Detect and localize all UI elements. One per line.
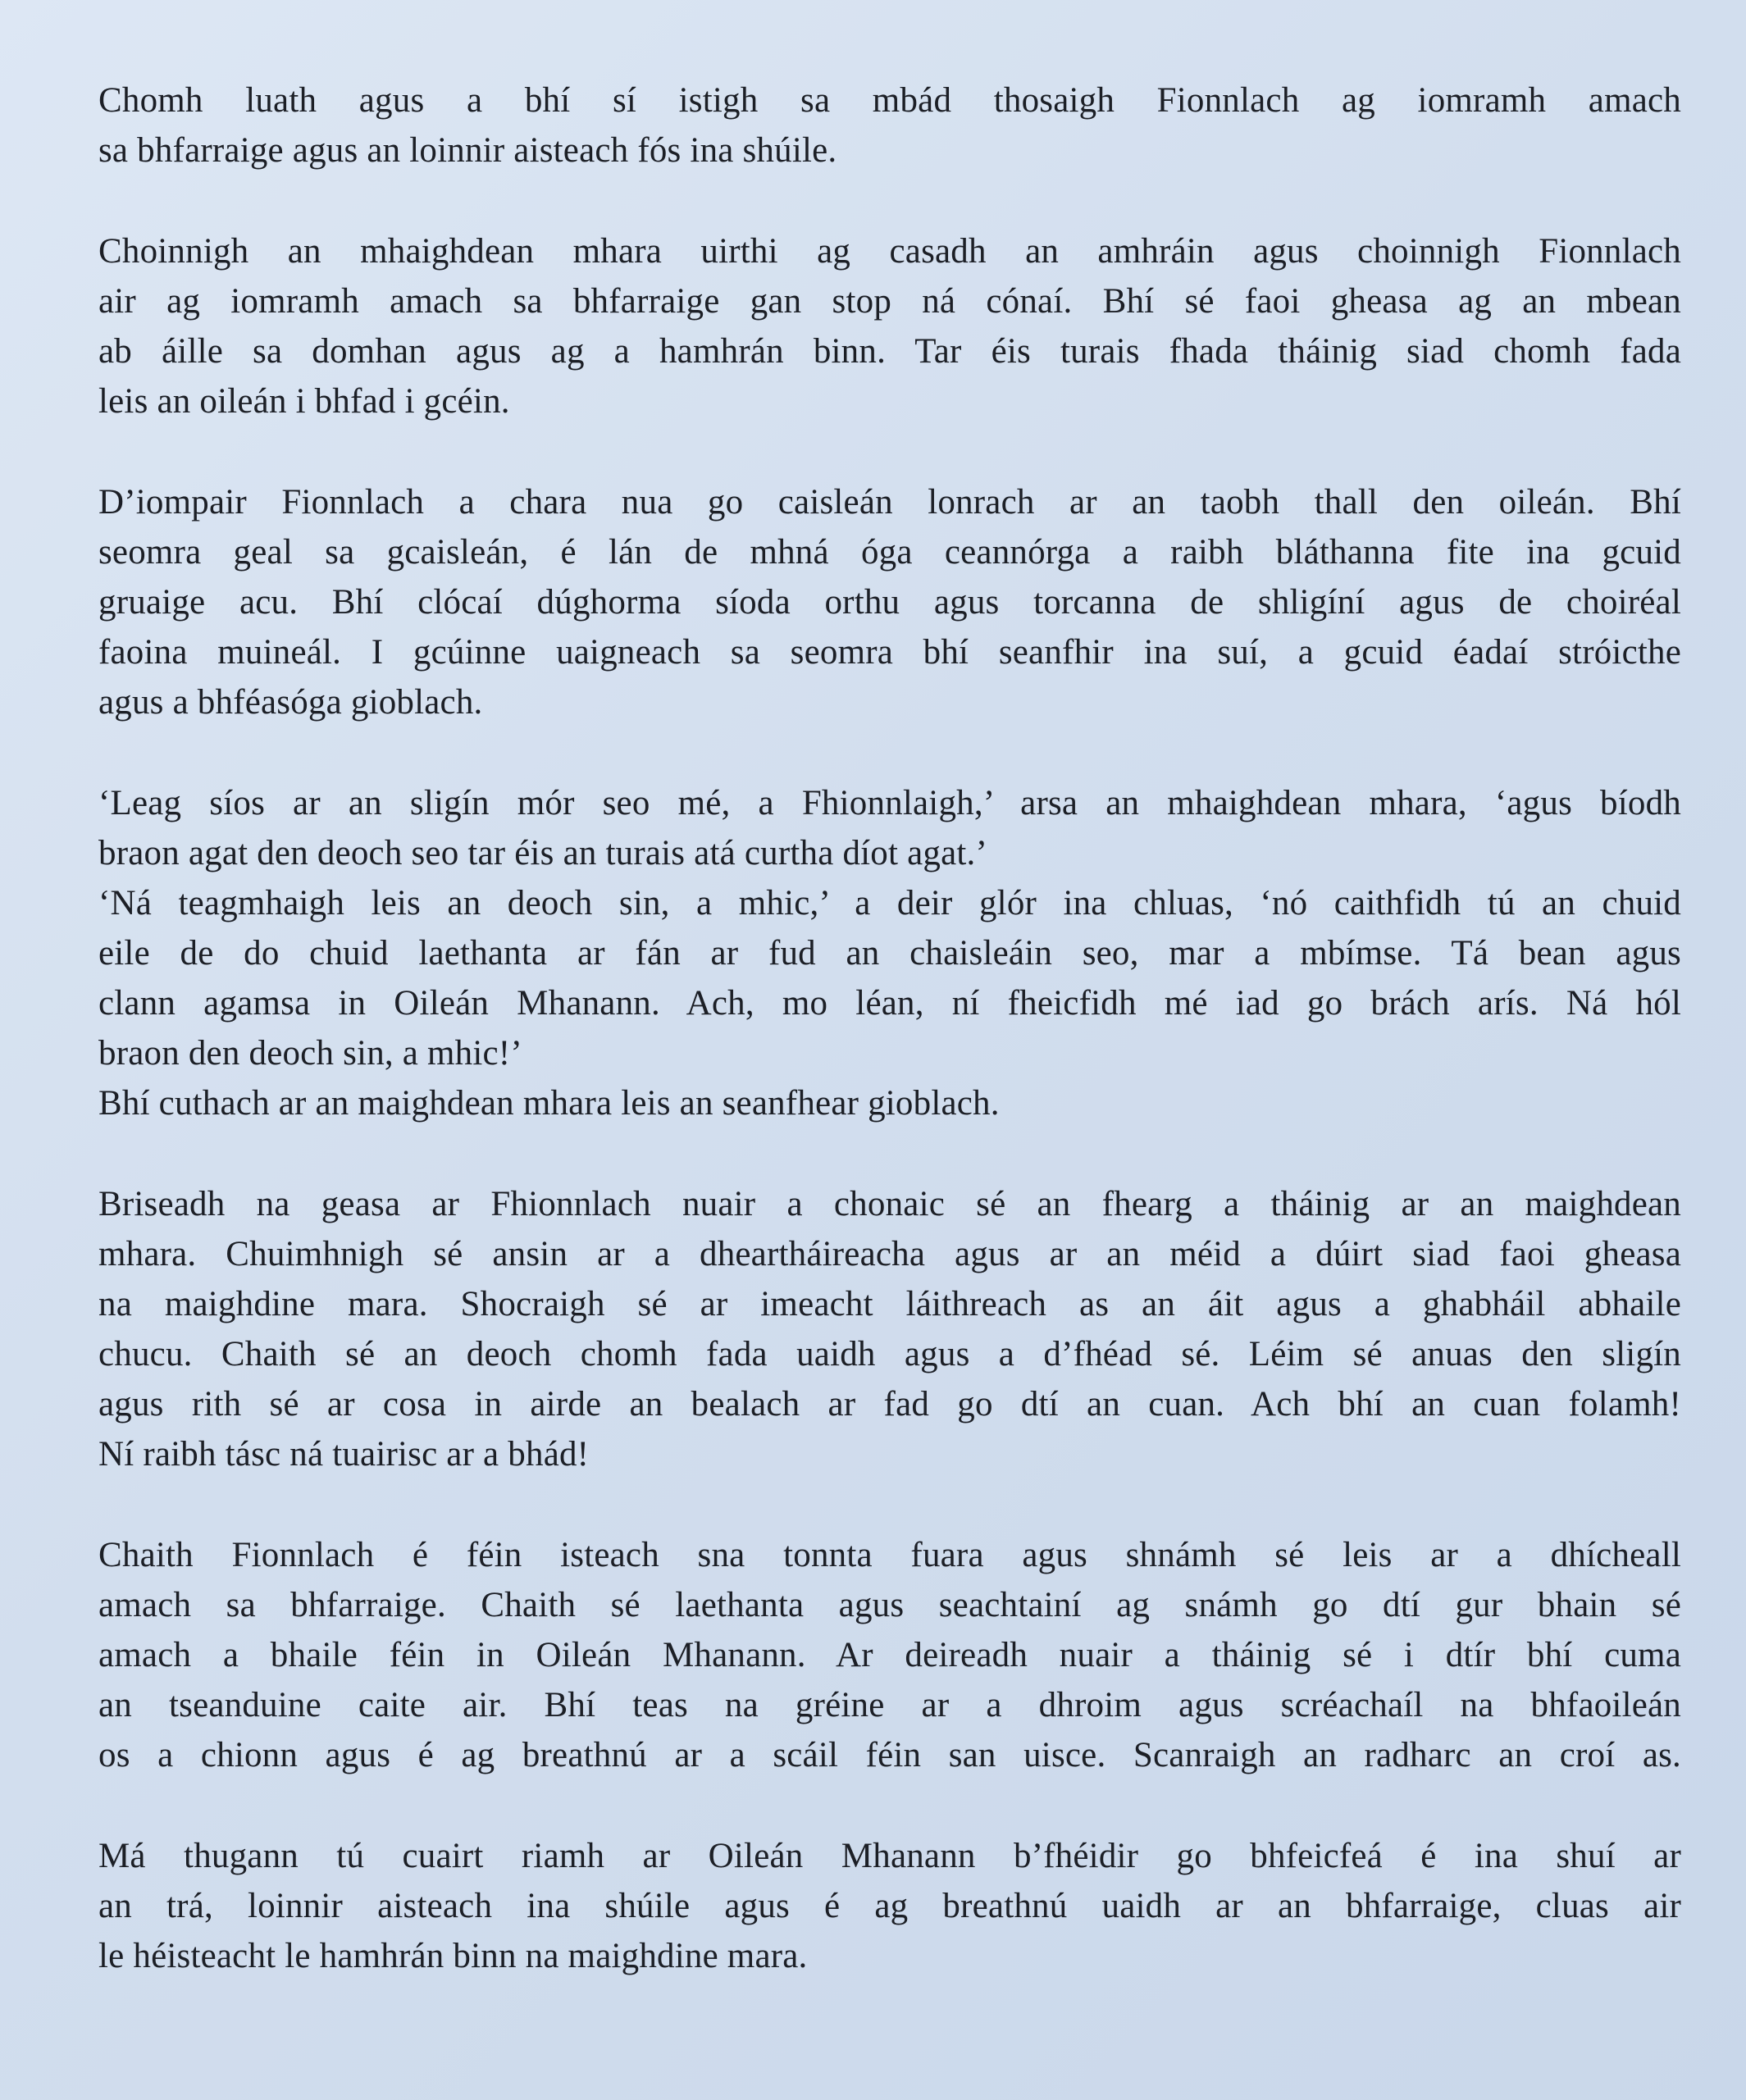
document-page	[98, 75, 1681, 2032]
paragraph-7	[98, 1831, 1681, 1981]
paragraph-6	[98, 1530, 1681, 1780]
text-line: ab áille sa domhan agus ag a hamhrán binn. Tar éis turais fhada tháinig siad chomh fada	[98, 332, 1681, 371]
text-line: chucu. Chaith sé an deoch chomh fada uaidh agus a d’fhéad sé. Léim sé anuas den sligín	[98, 1335, 1681, 1373]
text-line: gruaige acu. Bhí clócaí dúghorma síoda orthu agus torcanna de shligíní agus de choiréal	[98, 583, 1681, 622]
text-line: amach a bhaile féin in Oileán Mhanann. Ar deireadh nuair a tháinig sé i dtír bhí cuma	[98, 1636, 1681, 1674]
text-line: D’iompair Fionnlach a chara nua go caisleán lonrach ar an taobh thall den oileán. Bhí	[98, 483, 1681, 522]
text-line: air ag iomramh amach sa bhfarraige gan stop ná cónaí. Bhí sé faoi gheasa ag an mbean	[98, 282, 1681, 321]
text-line: Chomh luath agus a bhí sí istigh sa mbád thosaigh Fionnlach ag iomramh amach	[98, 81, 1681, 120]
text-line: Choinnigh an mhaighdean mhara uirthi ag casadh an amhráin agus choinnigh Fionnlach	[98, 232, 1681, 271]
text-line: Briseadh na geasa ar Fhionnlach nuair a chonaic sé an fhearg a tháinig ar an maighdean	[98, 1185, 1681, 1223]
text-line: leis an oileán i bhfad i gcéin.	[98, 382, 510, 421]
text-line: sa bhfarraige agus an loinnir aisteach fós ina shúile.	[98, 131, 837, 170]
text-line: eile de do chuid laethanta ar fán ar fud an chaisleáin seo, mar a mbímse. Tá bean agus	[98, 934, 1681, 973]
text-line: seomra geal sa gcaisleán, é lán de mhná óga ceannórga a raibh bláthanna fite ina gcuid	[98, 533, 1681, 572]
text-line: na maighdine mara. Shocraigh sé ar imeacht láithreach as an áit agus a ghabháil abhaile	[98, 1285, 1681, 1323]
text-line: amach sa bhfarraige. Chaith sé laethanta agus seachtainí ag snámh go dtí gur bhain sé	[98, 1586, 1681, 1624]
paragraph-5	[98, 1179, 1681, 1479]
text-line: le héisteacht le hamhrán binn na maighdine mara.	[98, 1937, 808, 1975]
paragraph-1	[98, 75, 1681, 175]
text-line: Bhí cuthach ar an maighdean mhara leis an seanfhear gioblach.	[98, 1084, 1000, 1123]
text-line: agus a bhféasóga gioblach.	[98, 683, 483, 722]
text-line: mhara. Chuimhnigh sé ansin ar a dheartháireacha agus ar an méid a dúirt siad faoi gheasa	[98, 1235, 1681, 1273]
text-line: an tseanduine caite air. Bhí teas na gréine ar a dhroim agus scréachaíl na bhfaoileán	[98, 1686, 1681, 1724]
text-line: clann agamsa in Oileán Mhanann. Ach, mo léan, ní fheicfidh mé iad go brách arís. Ná hól	[98, 984, 1681, 1023]
text-line: Chaith Fionnlach é féin isteach sna tonnta fuara agus shnámh sé leis ar a dhícheall	[98, 1536, 1681, 1574]
text-line: ‘Leag síos ar an sligín mór seo mé, a Fhionnlaigh,’ arsa an mhaighdean mhara, ‘agus bíodh	[98, 784, 1681, 822]
text-line: Ní raibh tásc ná tuairisc ar a bhád!	[98, 1435, 590, 1474]
text-line: ‘Ná teagmhaigh leis an deoch sin, a mhic,’ a deir glór ina chluas, ‘nó caithfidh tú an chuid	[98, 884, 1681, 922]
text-line: an trá, loinnir aisteach ina shúile agus é ag breathnú uaidh ar an bhfarraige, cluas air	[98, 1887, 1681, 1925]
text-line: os a chionn agus é ag breathnú ar a scáil féin san uisce. Scanraigh an radharc an croí as.	[98, 1736, 1681, 1774]
text-line: braon den deoch sin, a mhic!’	[98, 1034, 522, 1073]
paragraph-3	[98, 477, 1681, 727]
paragraph-2	[98, 226, 1681, 426]
text-line: Má thugann tú cuairt riamh ar Oileán Mhanann b’fhéidir go bhfeicfeá é ina shuí ar	[98, 1837, 1681, 1875]
text-line: faoina muineál. I gcúinne uaigneach sa seomra bhí seanfhir ina suí, a gcuid éadaí stróicthe	[98, 633, 1681, 672]
text-line: agus rith sé ar cosa in airde an bealach ar fad go dtí an cuan. Ach bhí an cuan folamh!	[98, 1385, 1681, 1424]
text-line: braon agat den deoch seo tar éis an turais atá curtha díot agat.’	[98, 834, 987, 872]
paragraph-4	[98, 778, 1681, 1128]
